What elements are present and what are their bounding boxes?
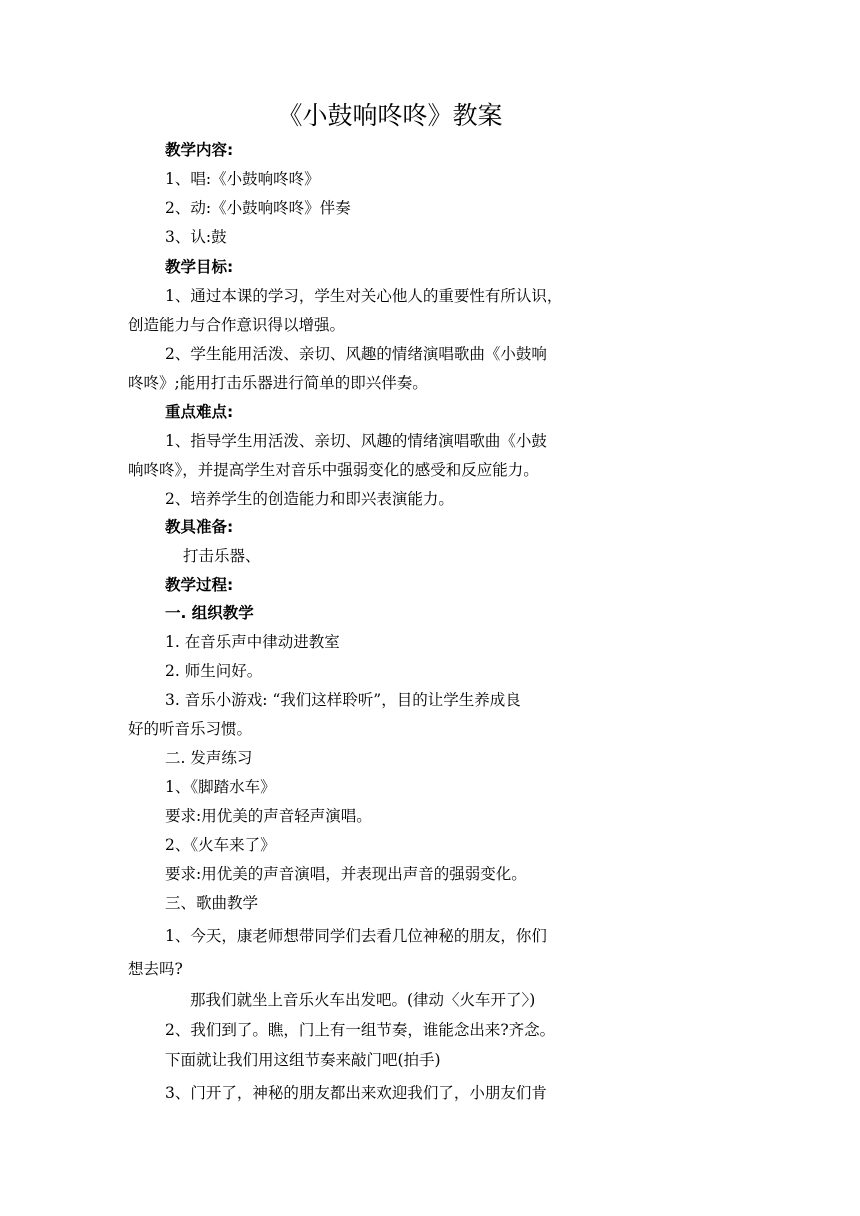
key-point-1-line-1: 1、指导学生用活泼、亲切、风趣的情绪演唱歌曲《小鼓 <box>165 432 547 450</box>
key-point-1-line-2: 响咚咚》，并提高学生对音乐中强弱变化的感受和反应能力。 <box>128 461 539 479</box>
section-3-item-1-line-3: 那我们就坐上音乐火车出发吧。(律动〈火车开了〉) <box>190 991 536 1009</box>
section-2-item-2-requirement: 要求:用优美的声音演唱，并表现出声音的强弱变化。 <box>165 865 527 883</box>
goal-2-line-2: 咚咚》;能用打击乐器进行简单的即兴伴奏。 <box>128 374 428 392</box>
section-3-item-1-line-2: 想去吗? <box>128 960 183 978</box>
key-point-2: 2、培养学生的创造能力和即兴表演能力。 <box>165 490 454 508</box>
content-item-1: 1、唱:《小鼓响咚咚》 <box>165 170 320 188</box>
heading-teaching-goals: 教学目标: <box>165 258 234 276</box>
section-3-item-2-line-1: 2、我们到了。瞧，门上有一组节奏，谁能念出来?齐念。 <box>165 1021 556 1039</box>
heading-teaching-process: 教学过程: <box>165 576 234 594</box>
heading-teaching-content: 教学内容: <box>165 141 234 159</box>
section-3-item-2-line-2: 下面就让我们用这组节奏来敲门吧(拍手) <box>165 1051 441 1069</box>
section-2-heading: 二. 发声练习 <box>165 749 253 767</box>
heading-materials: 教具准备: <box>165 518 234 536</box>
section-2-item-1: 1、《脚踏水车》 <box>165 778 276 796</box>
section-3-item-1-line-1: 1、今天，康老师想带同学们去看几位神秘的朋友，你们 <box>165 927 547 945</box>
section-1-item-3-line-1: 3. 音乐小游戏: “我们这样聆听”，目的让学生养成良 <box>165 691 521 709</box>
goal-1-line-1: 1、通过本课的学习，学生对关心他人的重要性有所认识， <box>165 287 563 305</box>
content-item-3: 3、认:鼓 <box>165 228 227 246</box>
section-1-item-1: 1. 在音乐声中律动进教室 <box>165 633 340 651</box>
content-item-2: 2、动:《小鼓响咚咚》伴奏 <box>165 199 351 217</box>
section-3-heading: 三、歌曲教学 <box>165 894 259 912</box>
section-2-item-1-requirement: 要求:用优美的声音轻声演唱。 <box>165 807 372 825</box>
section-3-item-3-line-1: 3、门开了，神秘的朋友都出来欢迎我们了，小朋友们肯 <box>165 1084 547 1102</box>
document-title: 《小鼓响咚咚》教案 <box>277 101 503 130</box>
goal-2-line-1: 2、学生能用活泼、亲切、风趣的情绪演唱歌曲《小鼓响 <box>165 345 547 363</box>
heading-key-points: 重点难点: <box>165 403 234 421</box>
section-2-item-2: 2、《火车来了》 <box>165 836 276 854</box>
materials-text: 打击乐器、 <box>183 547 261 565</box>
section-1-item-3-line-2: 好的听音乐习惯。 <box>128 720 253 738</box>
section-1-item-2: 2. 师生问好。 <box>165 662 263 680</box>
goal-1-line-2: 创造能力与合作意识得以增强。 <box>128 316 346 334</box>
section-1-heading: 一. 组织教学 <box>165 604 254 622</box>
